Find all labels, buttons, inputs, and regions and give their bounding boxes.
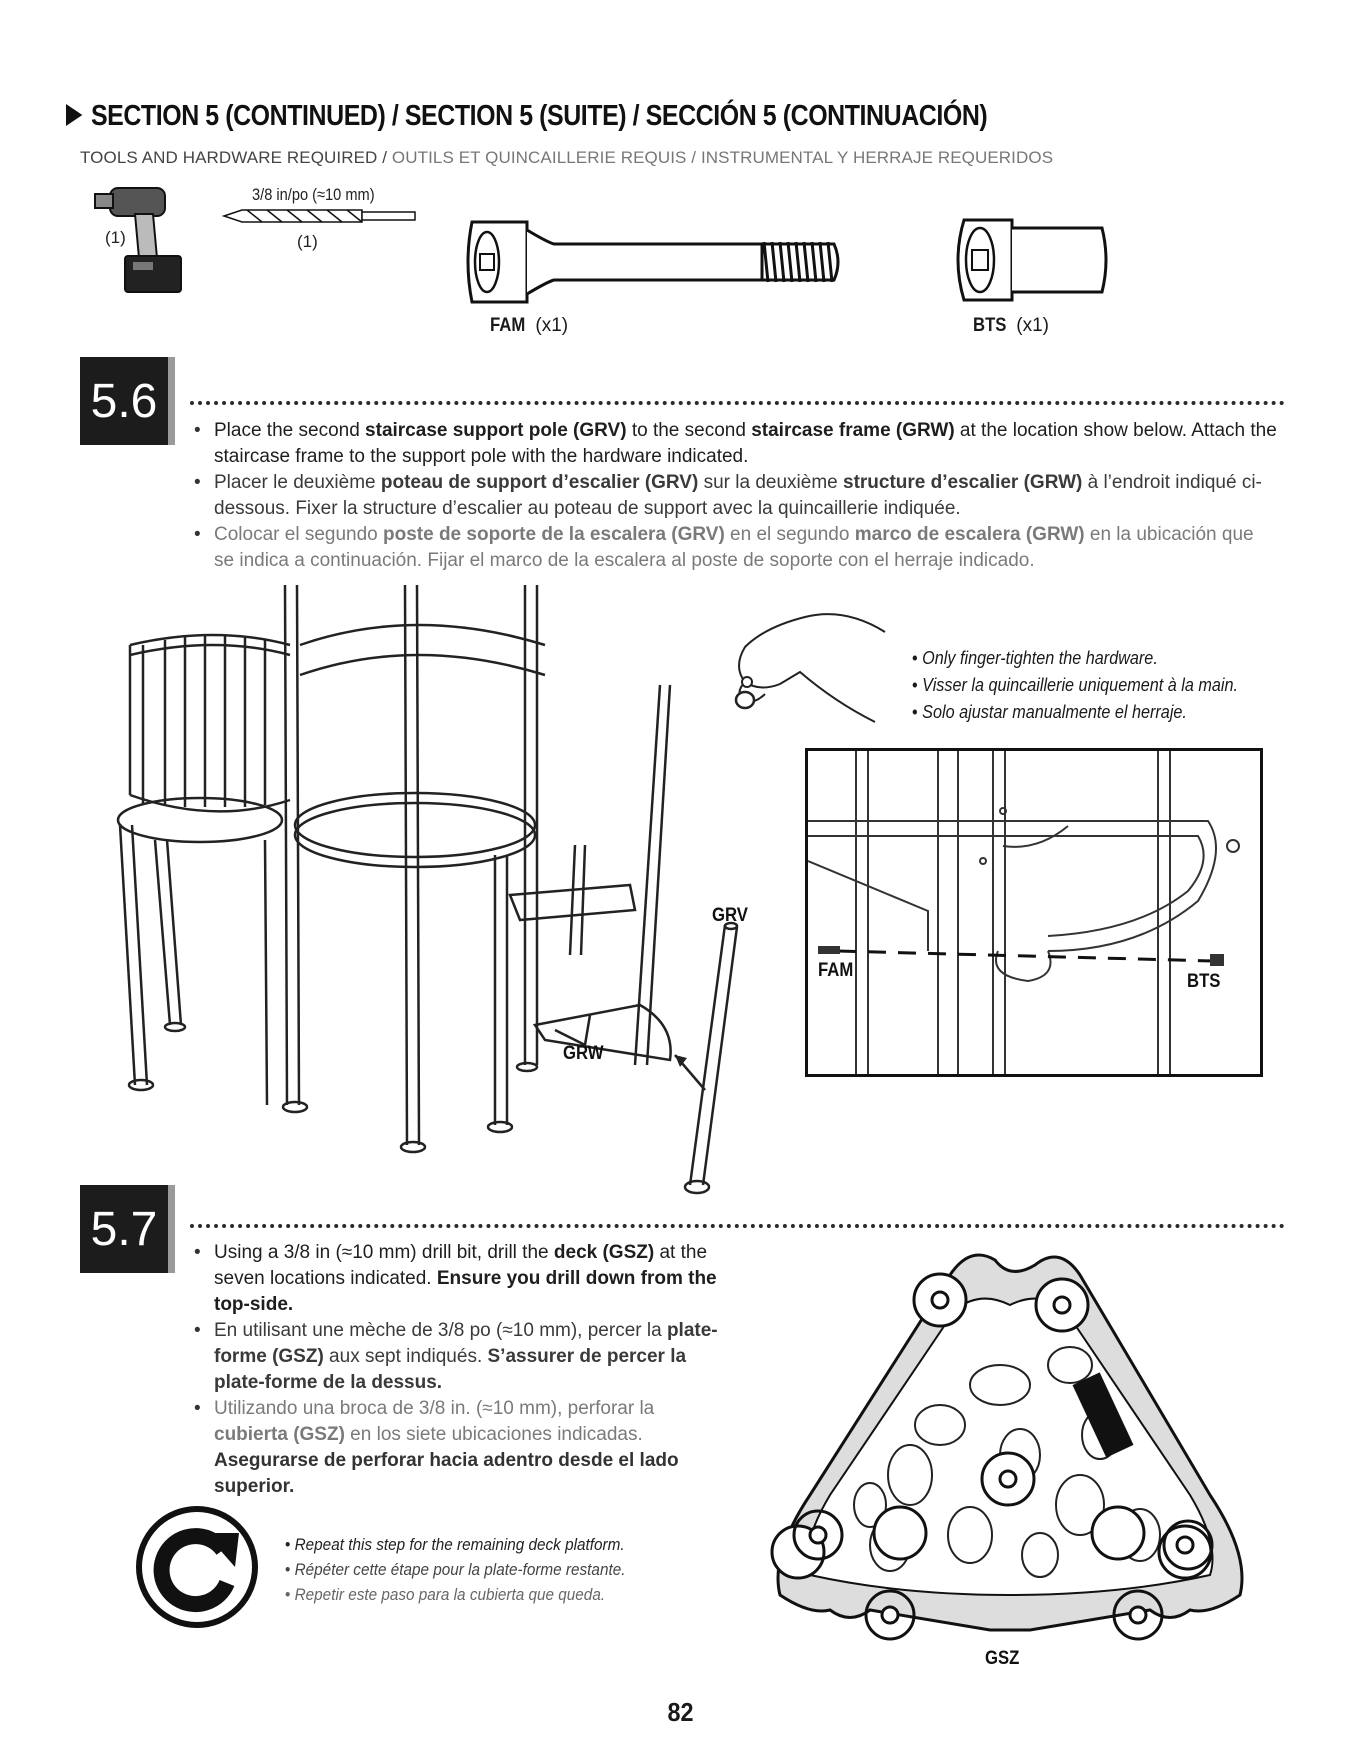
grw-label: GRW — [563, 1043, 604, 1064]
instruction-en: • Using a 3/8 in (≈10 mm) drill bit, drill the deck (GSZ) at the seven locations indicated. Ensure you drill down from the top-side. — [192, 1240, 722, 1318]
cap-nut-bts-icon — [952, 210, 1112, 310]
grv-label: GRV — [712, 905, 748, 926]
deck-gsz-illustration — [770, 1235, 1250, 1645]
bts-detail-label: BTS — [1187, 971, 1221, 992]
fam-label: FAM (x1) — [490, 315, 569, 336]
step-divider — [190, 401, 1285, 405]
play-structure-illustration — [115, 585, 755, 1205]
play-triangle-icon — [66, 104, 82, 126]
hand-finger-tighten-icon — [725, 612, 895, 732]
finger-tighten-notes: • Only finger-tighten the hardware. • Visser la quincaillerie uniquement à la main. • Solo ajustar manualmente el herraje. — [912, 645, 1238, 726]
drill-bit-size: 3/8 in/po (≈10 mm) — [252, 185, 375, 204]
detail-inset-drawing — [808, 751, 1260, 1074]
page-number: 82 — [667, 1697, 694, 1727]
step-number-badge: 5.6 — [80, 357, 175, 445]
repeat-notes: • Repeat this step for the remaining deck platform. • Répéter cette étape pour la plate-forme restante. • Repetir este paso para la cubierta que queda. — [285, 1532, 625, 1607]
tools-subheading: TOOLS AND HARDWARE REQUIRED / OUTILS ET QUINCAILLERIE REQUIS / INSTRUMENTAL Y HERRAJE REQUERIDOS — [80, 148, 1054, 167]
gsz-label: GSZ — [985, 1648, 1020, 1669]
instruction-fr: • En utilisant une mèche de 3/8 po (≈10 mm), percer la plate-forme (GSZ) aux sept indiqués. S’assurer de percer la plate-forme de la dessus. — [192, 1318, 722, 1396]
drill-bit-icon — [222, 208, 417, 224]
instruction-es: • Utilizando una broca de 3/8 in. (≈10 mm), perforar la cubierta (GSZ) en los siete ubicaciones indicadas. Asegurarse de perforar hacia adentro desde el lado superior. — [192, 1396, 722, 1500]
step-number-badge: 5.7 — [80, 1185, 175, 1273]
repeat-icon — [135, 1505, 260, 1630]
section-title: SECTION 5 (CONTINUED) / SECTION 5 (SUITE) / SECCIÓN 5 (CONTINUACIÓN) — [66, 100, 987, 133]
instruction-en: • Place the second staircase support pole (GRV) to the second staircase frame (GRW) at the location show below. Attach the staircase frame to the support pole with the hardware indicated. — [192, 418, 1277, 470]
drill-quantity: (1) — [105, 228, 126, 247]
fam-detail-label: FAM — [818, 960, 854, 981]
instruction-es: • Colocar el segundo poste de soporte de la escalera (GRV) en el segundo marco de escalera (GRW) en la ubicación que se indica a continuación. Fijar el marco de la escalera al poste de soporte con el herraje indicado. — [192, 522, 1277, 574]
step-56-instructions — [192, 418, 1277, 574]
step-57-instructions — [192, 1240, 722, 1500]
drill-bit-quantity: (1) — [297, 232, 318, 251]
detail-inset — [805, 748, 1263, 1077]
step-divider — [190, 1224, 1285, 1228]
bts-label: BTS (x1) — [973, 315, 1050, 336]
instruction-fr: • Placer le deuxième poteau de support d’escalier (GRV) sur la deuxième structure d’escalier (GRW) à l’endroit indiqué ci-dessous. Fixer la structure d’escalier au poteau de support avec la quincaillerie indiquée. — [192, 470, 1277, 522]
bolt-fam-icon — [462, 212, 892, 312]
